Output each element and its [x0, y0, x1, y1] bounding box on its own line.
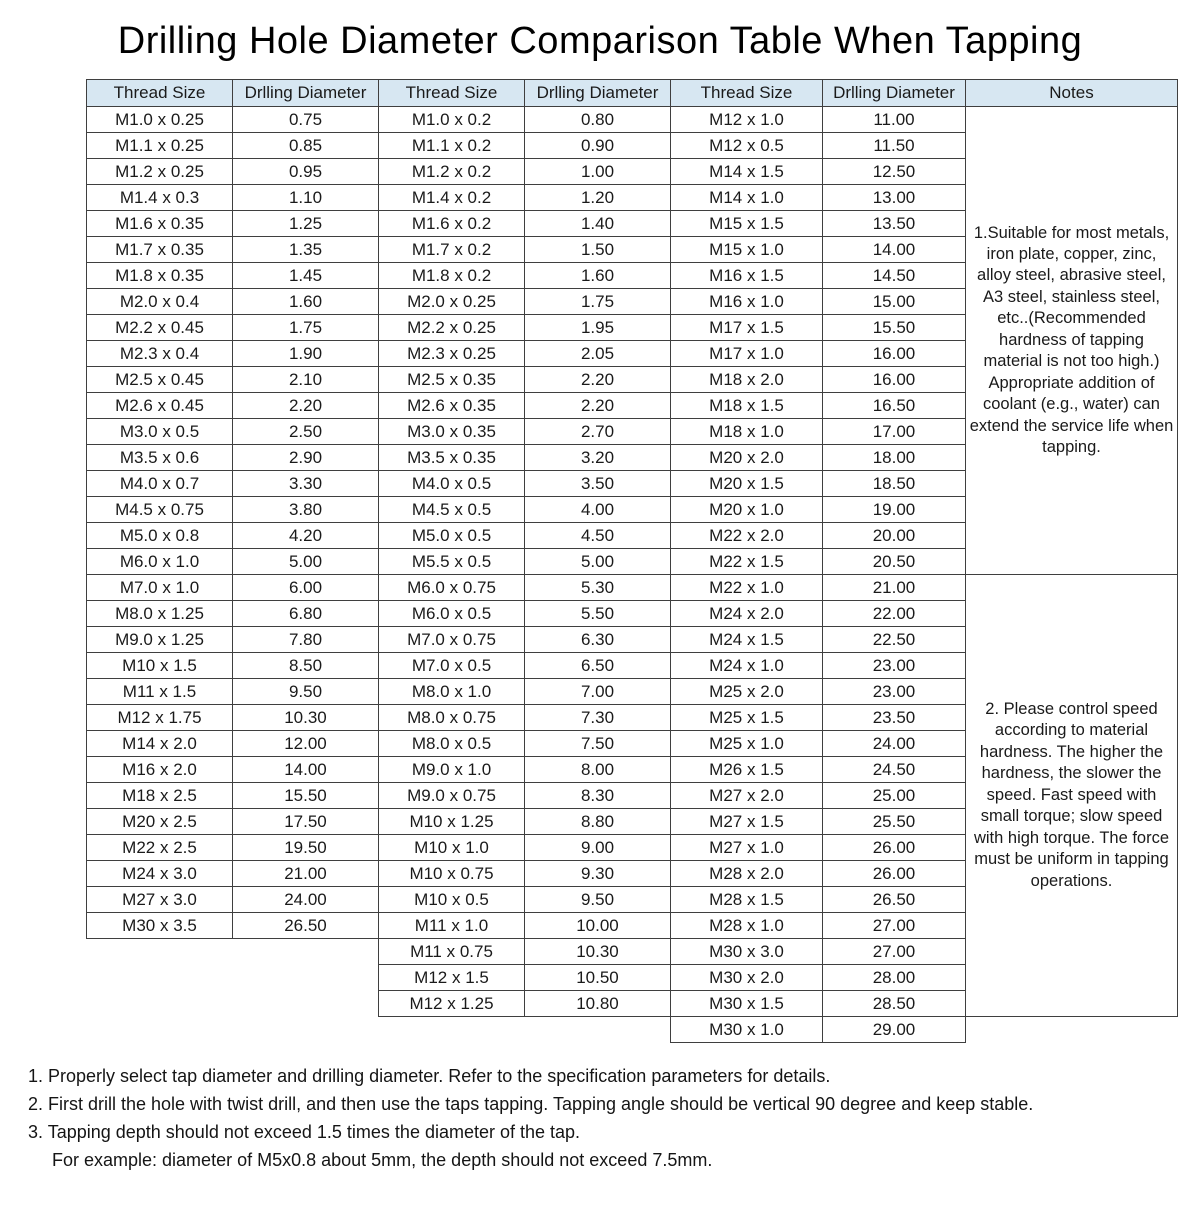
thread-size-cell: M16 x 1.0	[671, 289, 823, 315]
thread-size-cell: M22 x 2.0	[671, 523, 823, 549]
thread-size-cell: M2.3 x 0.25	[379, 341, 525, 367]
thread-size-cell: M9.0 x 1.0	[379, 757, 525, 783]
thread-size-cell: M2.3 x 0.4	[87, 341, 233, 367]
drilling-diameter-cell: 25.50	[823, 809, 966, 835]
thread-size-cell: M24 x 3.0	[87, 861, 233, 887]
thread-size-cell: M10 x 0.5	[379, 887, 525, 913]
thread-size-cell: M28 x 1.5	[671, 887, 823, 913]
empty-cell	[525, 1017, 671, 1043]
thread-size-cell: M22 x 1.0	[671, 575, 823, 601]
drilling-diameter-cell: 23.00	[823, 653, 966, 679]
thread-size-cell: M30 x 3.5	[87, 913, 233, 939]
table-header-row	[87, 80, 1178, 107]
thread-size-cell: M30 x 1.5	[671, 991, 823, 1017]
drilling-diameter-cell: 14.50	[823, 263, 966, 289]
empty-cell	[87, 939, 233, 965]
thread-size-cell: M15 x 1.0	[671, 237, 823, 263]
drilling-diameter-cell: 10.50	[525, 965, 671, 991]
drilling-diameter-cell: 2.90	[233, 445, 379, 471]
drilling-diameter-cell: 10.30	[233, 705, 379, 731]
table-row	[87, 575, 1178, 601]
thread-size-cell: M15 x 1.5	[671, 211, 823, 237]
drilling-diameter-cell: 1.75	[233, 315, 379, 341]
thread-size-cell: M2.2 x 0.45	[87, 315, 233, 341]
empty-cell	[233, 1017, 379, 1043]
empty-cell	[233, 939, 379, 965]
thread-size-cell: M2.0 x 0.25	[379, 289, 525, 315]
drilling-diameter-cell: 7.00	[525, 679, 671, 705]
thread-size-cell: M8.0 x 0.75	[379, 705, 525, 731]
drilling-diameter-cell: 5.00	[525, 549, 671, 575]
thread-size-cell: M6.0 x 0.75	[379, 575, 525, 601]
thread-size-cell: M5.0 x 0.8	[87, 523, 233, 549]
drilling-diameter-cell: 28.50	[823, 991, 966, 1017]
drilling-diameter-cell: 7.80	[233, 627, 379, 653]
thread-size-cell: M25 x 1.0	[671, 731, 823, 757]
thread-size-cell: M2.6 x 0.35	[379, 393, 525, 419]
drilling-diameter-cell: 19.50	[233, 835, 379, 861]
thread-size-cell: M12 x 1.0	[671, 107, 823, 133]
drilling-diameter-cell: 10.30	[525, 939, 671, 965]
drilling-diameter-cell: 15.50	[823, 315, 966, 341]
drilling-diameter-cell: 8.50	[233, 653, 379, 679]
thread-size-cell: M18 x 2.0	[671, 367, 823, 393]
drilling-diameter-cell: 9.30	[525, 861, 671, 887]
drilling-diameter-cell: 0.75	[233, 107, 379, 133]
footer-note: 3. Tapping depth should not exceed 1.5 times the diameter of the tap.	[28, 1122, 581, 1142]
drilling-diameter-cell: 29.00	[823, 1017, 966, 1043]
thread-size-cell: M7.0 x 0.5	[379, 653, 525, 679]
thread-size-cell: M5.0 x 0.5	[379, 523, 525, 549]
thread-size-cell: M7.0 x 0.75	[379, 627, 525, 653]
drilling-diameter-cell: 2.10	[233, 367, 379, 393]
drilling-diameter-cell: 9.00	[525, 835, 671, 861]
drilling-diameter-cell: 17.00	[823, 419, 966, 445]
thread-size-cell: M2.5 x 0.35	[379, 367, 525, 393]
thread-size-cell: M1.0 x 0.2	[379, 107, 525, 133]
thread-size-cell: M26 x 1.5	[671, 757, 823, 783]
notes-cell: 2. Please control speed according to material hardness. The higher the hardness, the slower the speed. Fast speed with small torque; slow speed with high torque. The force must be uniform in tapping operations.	[966, 575, 1178, 1017]
drilling-diameter-cell: 8.00	[525, 757, 671, 783]
drilling-diameter-cell: 5.00	[233, 549, 379, 575]
drilling-diameter-cell: 2.50	[233, 419, 379, 445]
thread-size-cell: M3.5 x 0.6	[87, 445, 233, 471]
thread-size-cell: M4.5 x 0.75	[87, 497, 233, 523]
thread-size-cell: M1.8 x 0.2	[379, 263, 525, 289]
column-header: Notes	[966, 80, 1178, 107]
drilling-diameter-cell: 10.80	[525, 991, 671, 1017]
drilling-diameter-cell: 22.00	[823, 601, 966, 627]
drilling-diameter-cell: 5.50	[525, 601, 671, 627]
drilling-diameter-cell: 21.00	[823, 575, 966, 601]
thread-size-cell: M5.5 x 0.5	[379, 549, 525, 575]
thread-size-cell: M22 x 2.5	[87, 835, 233, 861]
drilling-diameter-cell: 16.00	[823, 367, 966, 393]
drilling-diameter-cell: 18.00	[823, 445, 966, 471]
thread-size-cell: M12 x 1.5	[379, 965, 525, 991]
footer-notes	[28, 1067, 1200, 1170]
empty-cell	[87, 965, 233, 991]
thread-size-cell: M4.0 x 0.7	[87, 471, 233, 497]
drilling-diameter-cell: 6.30	[525, 627, 671, 653]
drilling-diameter-cell: 25.00	[823, 783, 966, 809]
drilling-diameter-cell: 7.50	[525, 731, 671, 757]
thread-size-cell: M8.0 x 1.0	[379, 679, 525, 705]
thread-size-cell: M20 x 2.0	[671, 445, 823, 471]
drilling-diameter-cell: 21.00	[233, 861, 379, 887]
tapping-table	[86, 79, 1178, 1043]
drilling-diameter-cell: 24.00	[823, 731, 966, 757]
drilling-diameter-cell: 0.95	[233, 159, 379, 185]
thread-size-cell: M25 x 1.5	[671, 705, 823, 731]
drilling-diameter-cell: 26.50	[233, 913, 379, 939]
drilling-diameter-cell: 1.20	[525, 185, 671, 211]
footer-note: 1. Properly select tap diameter and drilling diameter. Refer to the specification parameters for details.	[28, 1066, 831, 1086]
drilling-diameter-cell: 20.00	[823, 523, 966, 549]
drilling-diameter-cell: 23.50	[823, 705, 966, 731]
drilling-diameter-cell: 11.00	[823, 107, 966, 133]
column-header: Thread Size	[379, 80, 525, 107]
drilling-diameter-cell: 3.30	[233, 471, 379, 497]
drilling-diameter-cell: 8.80	[525, 809, 671, 835]
drilling-diameter-cell: 18.50	[823, 471, 966, 497]
column-header: Thread Size	[87, 80, 233, 107]
thread-size-cell: M10 x 1.0	[379, 835, 525, 861]
thread-size-cell: M1.6 x 0.2	[379, 211, 525, 237]
table-row	[87, 1017, 1178, 1043]
drilling-diameter-cell: 1.45	[233, 263, 379, 289]
thread-size-cell: M1.4 x 0.2	[379, 185, 525, 211]
empty-cell	[233, 965, 379, 991]
thread-size-cell: M14 x 2.0	[87, 731, 233, 757]
thread-size-cell: M12 x 1.25	[379, 991, 525, 1017]
drilling-diameter-cell: 2.70	[525, 419, 671, 445]
drilling-diameter-cell: 9.50	[525, 887, 671, 913]
thread-size-cell: M3.5 x 0.35	[379, 445, 525, 471]
thread-size-cell: M2.5 x 0.45	[87, 367, 233, 393]
thread-size-cell: M9.0 x 0.75	[379, 783, 525, 809]
thread-size-cell: M1.7 x 0.2	[379, 237, 525, 263]
thread-size-cell: M11 x 1.0	[379, 913, 525, 939]
thread-size-cell: M1.7 x 0.35	[87, 237, 233, 263]
drilling-diameter-cell: 6.80	[233, 601, 379, 627]
thread-size-cell: M1.2 x 0.25	[87, 159, 233, 185]
thread-size-cell: M7.0 x 1.0	[87, 575, 233, 601]
drilling-diameter-cell: 0.90	[525, 133, 671, 159]
thread-size-cell: M1.1 x 0.2	[379, 133, 525, 159]
drilling-diameter-cell: 27.00	[823, 913, 966, 939]
drilling-diameter-cell: 9.50	[233, 679, 379, 705]
thread-size-cell: M30 x 3.0	[671, 939, 823, 965]
drilling-diameter-cell: 3.80	[233, 497, 379, 523]
drilling-diameter-cell: 0.80	[525, 107, 671, 133]
column-header: Drlling Diameter	[823, 80, 966, 107]
thread-size-cell: M1.2 x 0.2	[379, 159, 525, 185]
thread-size-cell: M6.0 x 1.0	[87, 549, 233, 575]
drilling-diameter-cell: 13.50	[823, 211, 966, 237]
drilling-diameter-cell: 20.50	[823, 549, 966, 575]
thread-size-cell: M20 x 1.5	[671, 471, 823, 497]
thread-size-cell: M20 x 1.0	[671, 497, 823, 523]
drilling-diameter-cell: 16.50	[823, 393, 966, 419]
thread-size-cell: M24 x 1.5	[671, 627, 823, 653]
thread-size-cell: M30 x 1.0	[671, 1017, 823, 1043]
drilling-diameter-cell: 2.20	[233, 393, 379, 419]
drilling-diameter-cell: 16.00	[823, 341, 966, 367]
drilling-diameter-cell: 14.00	[823, 237, 966, 263]
thread-size-cell: M4.0 x 0.5	[379, 471, 525, 497]
drilling-diameter-cell: 12.00	[233, 731, 379, 757]
thread-size-cell: M12 x 0.5	[671, 133, 823, 159]
drilling-diameter-cell: 28.00	[823, 965, 966, 991]
column-header: Drlling Diameter	[233, 80, 379, 107]
thread-size-cell: M14 x 1.5	[671, 159, 823, 185]
thread-size-cell: M16 x 2.0	[87, 757, 233, 783]
drilling-diameter-cell: 1.90	[233, 341, 379, 367]
drilling-diameter-cell: 6.00	[233, 575, 379, 601]
thread-size-cell: M8.0 x 0.5	[379, 731, 525, 757]
thread-size-cell: M24 x 2.0	[671, 601, 823, 627]
drilling-diameter-cell: 1.40	[525, 211, 671, 237]
drilling-diameter-cell: 1.25	[233, 211, 379, 237]
drilling-diameter-cell: 2.20	[525, 367, 671, 393]
thread-size-cell: M20 x 2.5	[87, 809, 233, 835]
drilling-diameter-cell: 8.30	[525, 783, 671, 809]
thread-size-cell: M4.5 x 0.5	[379, 497, 525, 523]
empty-cell	[233, 991, 379, 1017]
drilling-diameter-cell: 3.50	[525, 471, 671, 497]
thread-size-cell: M11 x 0.75	[379, 939, 525, 965]
thread-size-cell: M28 x 1.0	[671, 913, 823, 939]
thread-size-cell: M10 x 1.25	[379, 809, 525, 835]
drilling-diameter-cell: 13.00	[823, 185, 966, 211]
drilling-diameter-cell: 10.00	[525, 913, 671, 939]
thread-size-cell: M1.0 x 0.25	[87, 107, 233, 133]
footer-note-example: For example: diameter of M5x0.8 about 5mm, the depth should not exceed 7.5mm.	[52, 1150, 713, 1170]
drilling-diameter-cell: 24.00	[233, 887, 379, 913]
drilling-diameter-cell: 5.30	[525, 575, 671, 601]
drilling-diameter-cell: 4.20	[233, 523, 379, 549]
column-header: Thread Size	[671, 80, 823, 107]
thread-size-cell: M9.0 x 1.25	[87, 627, 233, 653]
thread-size-cell: M12 x 1.75	[87, 705, 233, 731]
drilling-diameter-cell: 19.00	[823, 497, 966, 523]
drilling-diameter-cell: 3.20	[525, 445, 671, 471]
table-row	[87, 80, 1178, 107]
drilling-diameter-cell: 22.50	[823, 627, 966, 653]
thread-size-cell: M10 x 0.75	[379, 861, 525, 887]
thread-size-cell: M2.0 x 0.4	[87, 289, 233, 315]
thread-size-cell: M1.6 x 0.35	[87, 211, 233, 237]
thread-size-cell: M27 x 2.0	[671, 783, 823, 809]
page-title: Drilling Hole Diameter Comparison Table When Tapping	[117, 20, 1083, 62]
drilling-diameter-cell: 1.60	[525, 263, 671, 289]
thread-size-cell: M10 x 1.5	[87, 653, 233, 679]
drilling-diameter-cell: 26.00	[823, 861, 966, 887]
drilling-diameter-cell: 1.35	[233, 237, 379, 263]
drilling-diameter-cell: 1.75	[525, 289, 671, 315]
thread-size-cell: M24 x 1.0	[671, 653, 823, 679]
thread-size-cell: M8.0 x 1.25	[87, 601, 233, 627]
thread-size-cell: M14 x 1.0	[671, 185, 823, 211]
thread-size-cell: M27 x 1.5	[671, 809, 823, 835]
thread-size-cell: M17 x 1.0	[671, 341, 823, 367]
thread-size-cell: M2.6 x 0.45	[87, 393, 233, 419]
thread-size-cell: M28 x 2.0	[671, 861, 823, 887]
drilling-diameter-cell: 15.00	[823, 289, 966, 315]
notes-cell: 1.Suitable for most metals, iron plate, copper, zinc, alloy steel, abrasive steel, A3 steel, stainless steel, etc..(Recommended hardness of tapping material is not too high.) Appropriate addition of coolant (e.g., water) can extend the service life when tapping.	[966, 107, 1178, 575]
column-header: Drlling Diameter	[525, 80, 671, 107]
thread-size-cell: M1.1 x 0.25	[87, 133, 233, 159]
drilling-diameter-cell: 4.00	[525, 497, 671, 523]
thread-size-cell: M6.0 x 0.5	[379, 601, 525, 627]
drilling-diameter-cell: 2.20	[525, 393, 671, 419]
thread-size-cell: M18 x 2.5	[87, 783, 233, 809]
thread-size-cell: M3.0 x 0.35	[379, 419, 525, 445]
empty-cell	[87, 991, 233, 1017]
drilling-diameter-cell: 23.00	[823, 679, 966, 705]
empty-cell	[87, 1017, 233, 1043]
drilling-diameter-cell: 1.10	[233, 185, 379, 211]
thread-size-cell: M27 x 3.0	[87, 887, 233, 913]
drilling-diameter-cell: 1.00	[525, 159, 671, 185]
thread-size-cell: M22 x 1.5	[671, 549, 823, 575]
thread-size-cell: M17 x 1.5	[671, 315, 823, 341]
drilling-diameter-cell: 14.00	[233, 757, 379, 783]
drilling-diameter-cell: 7.30	[525, 705, 671, 731]
thread-size-cell: M2.2 x 0.25	[379, 315, 525, 341]
thread-size-cell: M18 x 1.5	[671, 393, 823, 419]
drilling-diameter-cell: 1.95	[525, 315, 671, 341]
drilling-diameter-cell: 15.50	[233, 783, 379, 809]
thread-size-cell: M3.0 x 0.5	[87, 419, 233, 445]
thread-size-cell: M11 x 1.5	[87, 679, 233, 705]
drilling-diameter-cell: 1.50	[525, 237, 671, 263]
drilling-diameter-cell: 1.60	[233, 289, 379, 315]
empty-cell	[379, 1017, 525, 1043]
drilling-diameter-cell: 12.50	[823, 159, 966, 185]
drilling-diameter-cell: 0.85	[233, 133, 379, 159]
drilling-diameter-cell: 27.00	[823, 939, 966, 965]
thread-size-cell: M1.8 x 0.35	[87, 263, 233, 289]
empty-cell	[966, 1017, 1178, 1043]
drilling-diameter-cell: 26.00	[823, 835, 966, 861]
drilling-diameter-cell: 17.50	[233, 809, 379, 835]
thread-size-cell: M25 x 2.0	[671, 679, 823, 705]
table-body	[87, 107, 1178, 1043]
drilling-diameter-cell: 11.50	[823, 133, 966, 159]
drilling-diameter-cell: 4.50	[525, 523, 671, 549]
footer-note: 2. First drill the hole with twist drill, and then use the taps tapping. Tapping angle should be vertical 90 degree and keep stable.	[28, 1094, 1034, 1114]
thread-size-cell: M30 x 2.0	[671, 965, 823, 991]
drilling-diameter-cell: 24.50	[823, 757, 966, 783]
table-row	[87, 107, 1178, 133]
drilling-diameter-cell: 6.50	[525, 653, 671, 679]
thread-size-cell: M27 x 1.0	[671, 835, 823, 861]
thread-size-cell: M18 x 1.0	[671, 419, 823, 445]
drilling-diameter-cell: 2.05	[525, 341, 671, 367]
thread-size-cell: M1.4 x 0.3	[87, 185, 233, 211]
thread-size-cell: M16 x 1.5	[671, 263, 823, 289]
drilling-diameter-cell: 26.50	[823, 887, 966, 913]
